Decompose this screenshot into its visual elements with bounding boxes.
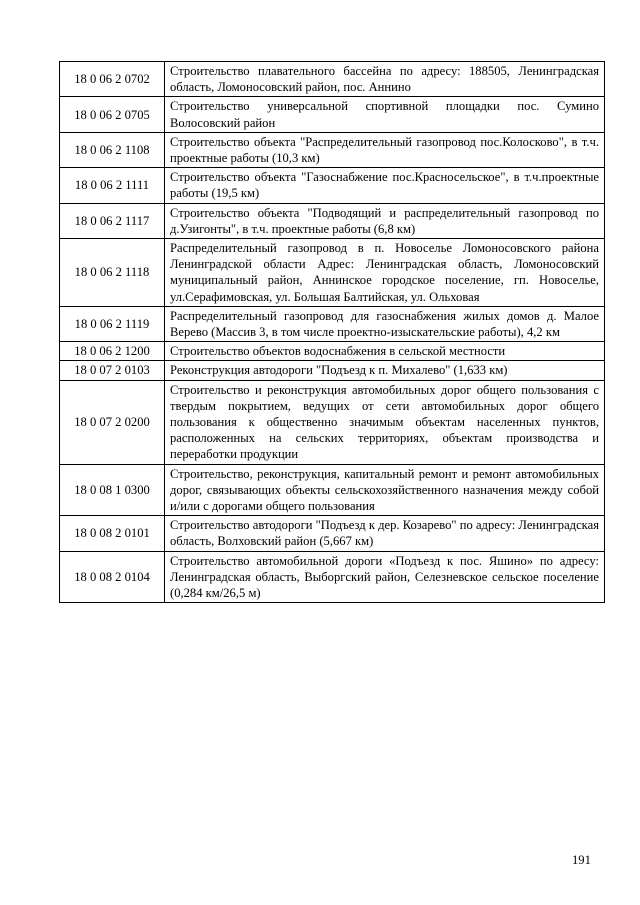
table-row — [60, 516, 605, 551]
page-number: 191 — [572, 853, 591, 867]
table-row — [60, 380, 605, 464]
budget-code: 18 0 06 2 1117 — [60, 203, 165, 238]
item-description: Строительство объекта "Газоснабжение пос.Красносельское", в т.ч.проектные работы (19,5 км) — [165, 168, 605, 203]
table-row — [60, 361, 605, 380]
item-description: Распределительный газопровод для газоснабжения жилых домов д. Малое Верево (Массив 3, в том числе проектно-изыскательские работы), 4,2 км — [165, 306, 605, 341]
budget-code: 18 0 06 2 0705 — [60, 97, 165, 132]
table-row — [60, 97, 605, 132]
table-row — [60, 239, 605, 307]
item-description: Строительство объекта "Подводящий и распределительный газопровод по д.Узигонты", в т.ч. проектные работы (6,8 км) — [165, 203, 605, 238]
item-description: Строительство, реконструкция, капитальный ремонт и ремонт автомобильных дорог, связывающих объекты сельскохозяйственного назначения между собой и/или с дорогами общего пользования — [165, 464, 605, 516]
table-row — [60, 342, 605, 361]
budget-code: 18 0 06 2 0702 — [60, 62, 165, 97]
budget-code: 18 0 06 2 1118 — [60, 239, 165, 307]
budget-code-table — [59, 61, 605, 603]
table-row — [60, 306, 605, 341]
item-description: Строительство объекта "Распределительный газопровод пос.Колосково", в т.ч. проектные работы (10,3 км) — [165, 132, 605, 167]
item-description: Строительство универсальной спортивной площадки пос. Сумино Волосовский район — [165, 97, 605, 132]
budget-code: 18 0 07 2 0103 — [60, 361, 165, 380]
table-row — [60, 551, 605, 603]
table-row — [60, 62, 605, 97]
table-row — [60, 203, 605, 238]
item-description: Строительство плавательного бассейна по адресу: 188505, Ленинградская область, Ломоносовский район, пос. Аннино — [165, 62, 605, 97]
budget-code: 18 0 06 2 1111 — [60, 168, 165, 203]
item-description: Строительство автомобильной дороги «Подъезд к пос. Яшино» по адресу: Ленинградская область, Выборгский район, Селезневское сельское поселение (0,284 км/26,5 м) — [165, 551, 605, 603]
item-description: Строительство и реконструкция автомобильных дорог общего пользования с твердым покрытием, ведущих от сети автомобильных дорог общего пользования к общественно значимым объектам населенных пунктов, расположенных на сельских территориях, объектам производства и переработки продукции — [165, 380, 605, 464]
table-row — [60, 132, 605, 167]
budget-code: 18 0 06 2 1119 — [60, 306, 165, 341]
item-description: Строительство автодороги "Подъезд к дер. Козарево" по адресу: Ленинградская область, Волховский район (5,667 км) — [165, 516, 605, 551]
budget-code: 18 0 08 2 0104 — [60, 551, 165, 603]
item-description: Распределительный газопровод в п. Новоселье Ломоносовского района Ленинградской области Адрес: Ленинградская область, Ломоносовский муниципальный район, Аннинское городское поселение, гп. Новоселье, ул.Серафимовская, ул. Большая Балтийская, ул. Ольховая — [165, 239, 605, 307]
table-row — [60, 464, 605, 516]
budget-code: 18 0 08 2 0101 — [60, 516, 165, 551]
item-description: Реконструкция автодороги "Подъезд к п. Михалево" (1,633 км) — [165, 361, 605, 380]
budget-code: 18 0 08 1 0300 — [60, 464, 165, 516]
budget-code: 18 0 07 2 0200 — [60, 380, 165, 464]
budget-code: 18 0 06 2 1200 — [60, 342, 165, 361]
budget-code: 18 0 06 2 1108 — [60, 132, 165, 167]
item-description: Строительство объектов водоснабжения в сельской местности — [165, 342, 605, 361]
table-row — [60, 168, 605, 203]
